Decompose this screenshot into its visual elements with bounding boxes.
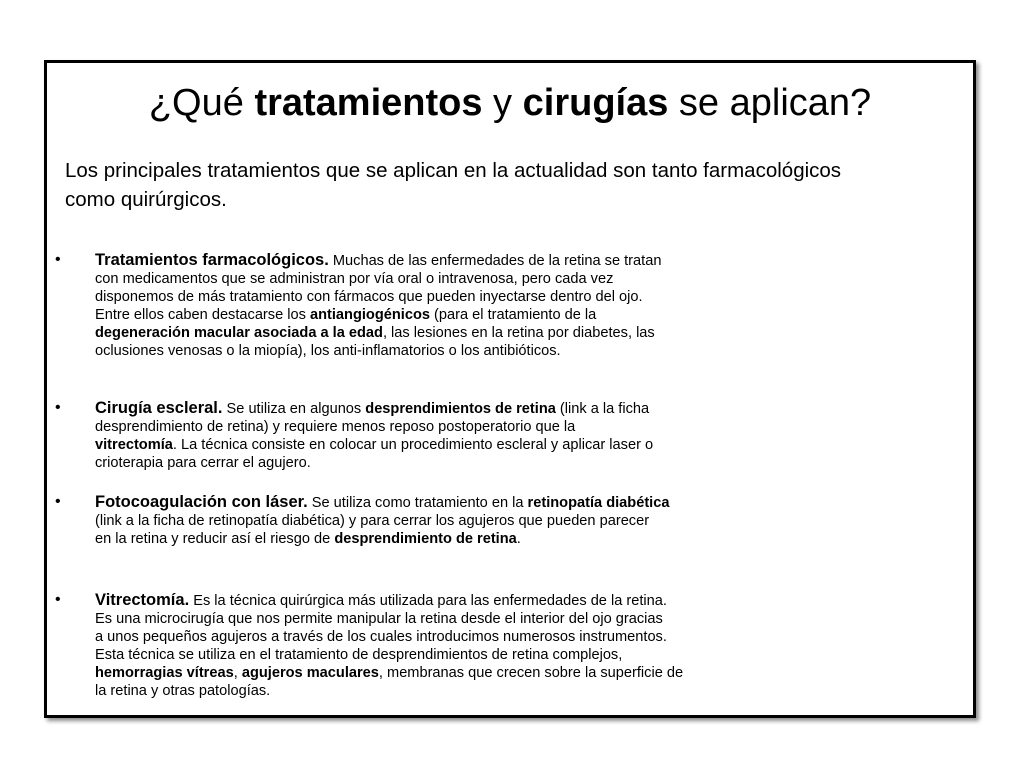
treatment-line bbox=[95, 646, 735, 664]
text-run: , membranas que crecen sobre la superficie de bbox=[378, 665, 684, 681]
text-run: , las lesiones en la retina por diabetes, las bbox=[382, 325, 655, 341]
treatment-line bbox=[95, 342, 735, 360]
treatment-line bbox=[95, 628, 735, 646]
text-run: Entre ellos caben destacarse los bbox=[95, 307, 310, 323]
bullet-marker: • bbox=[55, 251, 61, 268]
bullet-marker: • bbox=[55, 399, 61, 416]
title-bold-cirugias: cirugías bbox=[522, 82, 669, 124]
treatment-line bbox=[95, 512, 735, 530]
title-prefix: ¿Qué bbox=[148, 82, 255, 124]
bold-term: desprendimientos de retina bbox=[365, 401, 556, 417]
text-run: . La técnica consiste en colocar un procedimiento escleral y aplicar laser o bbox=[172, 437, 654, 453]
text-run: Es la técnica quirúrgica más utilizada para las enfermedades de la retina. bbox=[189, 593, 667, 609]
bold-term: vitrectomía bbox=[95, 437, 173, 453]
bold-term: degeneración macular asociada a la edad bbox=[95, 325, 383, 341]
treatment-line bbox=[95, 324, 735, 342]
treatment-line bbox=[95, 682, 735, 700]
text-run: (link a la ficha de retinopatía diabética) y para cerrar los agujeros que pueden parecer bbox=[95, 513, 650, 529]
text-run: en la retina y reducir así el riesgo de bbox=[95, 531, 335, 547]
text-run: con medicamentos que se administran por vía oral o intravenosa, pero cada vez bbox=[95, 271, 614, 287]
bold-term: agujeros maculares bbox=[241, 665, 379, 681]
text-run: . bbox=[516, 531, 521, 547]
treatment-heading: Tratamientos farmacológicos. bbox=[95, 251, 329, 269]
text-run: crioterapia para cerrar el agujero. bbox=[95, 455, 311, 471]
title-mid: y bbox=[482, 82, 523, 124]
text-run: Se utiliza como tratamiento en la bbox=[307, 495, 528, 511]
intro-paragraph bbox=[65, 156, 965, 214]
text-run: , bbox=[233, 665, 242, 681]
treatment-line bbox=[95, 610, 735, 628]
treatment-line bbox=[95, 530, 735, 548]
treatment-line bbox=[95, 251, 735, 270]
treatment-line bbox=[95, 591, 735, 610]
text-run: oclusiones venosas o la miopía), los anti-inflamatorios o los antibióticos. bbox=[95, 343, 561, 359]
treatment-heading: Cirugía escleral. bbox=[95, 399, 223, 417]
text-run: Muchas de las enfermedades de la retina se tratan bbox=[328, 253, 662, 269]
text-run: la retina y otras patologías. bbox=[95, 683, 271, 699]
treatment-line bbox=[95, 399, 735, 418]
bold-term: antiangiogénicos bbox=[309, 307, 430, 323]
bold-term: hemorragias vítreas bbox=[95, 665, 234, 681]
treatment-line bbox=[95, 664, 735, 682]
intro-line: Los principales tratamientos que se aplican en la actualidad son tanto farmacológicos bbox=[65, 159, 842, 182]
treatment-line bbox=[95, 306, 735, 324]
text-run: Es una microcirugía que nos permite manipular la retina desde el interior del ojo gracias bbox=[95, 611, 663, 627]
bullet-marker: • bbox=[55, 493, 61, 510]
treatment-line bbox=[95, 270, 735, 288]
text-run: desprendimiento de retina) y requiere menos reposo postoperatorio que la bbox=[95, 419, 576, 435]
treatment-line bbox=[95, 454, 735, 472]
text-run: (link a la ficha bbox=[555, 401, 650, 417]
treatment-text bbox=[95, 399, 735, 472]
text-run: Se utiliza en algunos bbox=[222, 401, 366, 417]
bold-term: retinopatía diabética bbox=[527, 495, 670, 511]
treatment-text bbox=[95, 591, 735, 700]
text-run: a unos pequeños agujeros a través de los cuales introducimos numerosos instrumentos. bbox=[95, 629, 667, 645]
intro-line: como quirúrgicos. bbox=[65, 188, 227, 211]
treatment-line bbox=[95, 418, 735, 436]
bold-term: desprendimiento de retina bbox=[334, 531, 517, 547]
treatment-text bbox=[95, 493, 735, 548]
treatment-heading: Fotocoagulación con láser. bbox=[95, 493, 308, 511]
bullet-marker: • bbox=[55, 591, 61, 608]
treatment-line bbox=[95, 436, 735, 454]
title-bold-tratamientos: tratamientos bbox=[254, 82, 483, 124]
treatment-text bbox=[95, 251, 735, 360]
title-suffix: se aplican? bbox=[668, 82, 872, 124]
slide-frame bbox=[44, 60, 976, 718]
text-run: (para el tratamiento de la bbox=[430, 307, 597, 323]
treatment-line bbox=[95, 493, 735, 512]
text-run: Esta técnica se utiliza en el tratamiento de desprendimientos de retina complejos, bbox=[95, 647, 623, 663]
text-run: disponemos de más tratamiento con fármacos que pueden inyectarse dentro del ojo. bbox=[95, 289, 643, 305]
slide-title bbox=[47, 79, 973, 127]
treatment-line bbox=[95, 288, 735, 306]
treatment-heading: Vitrectomía. bbox=[95, 591, 190, 609]
